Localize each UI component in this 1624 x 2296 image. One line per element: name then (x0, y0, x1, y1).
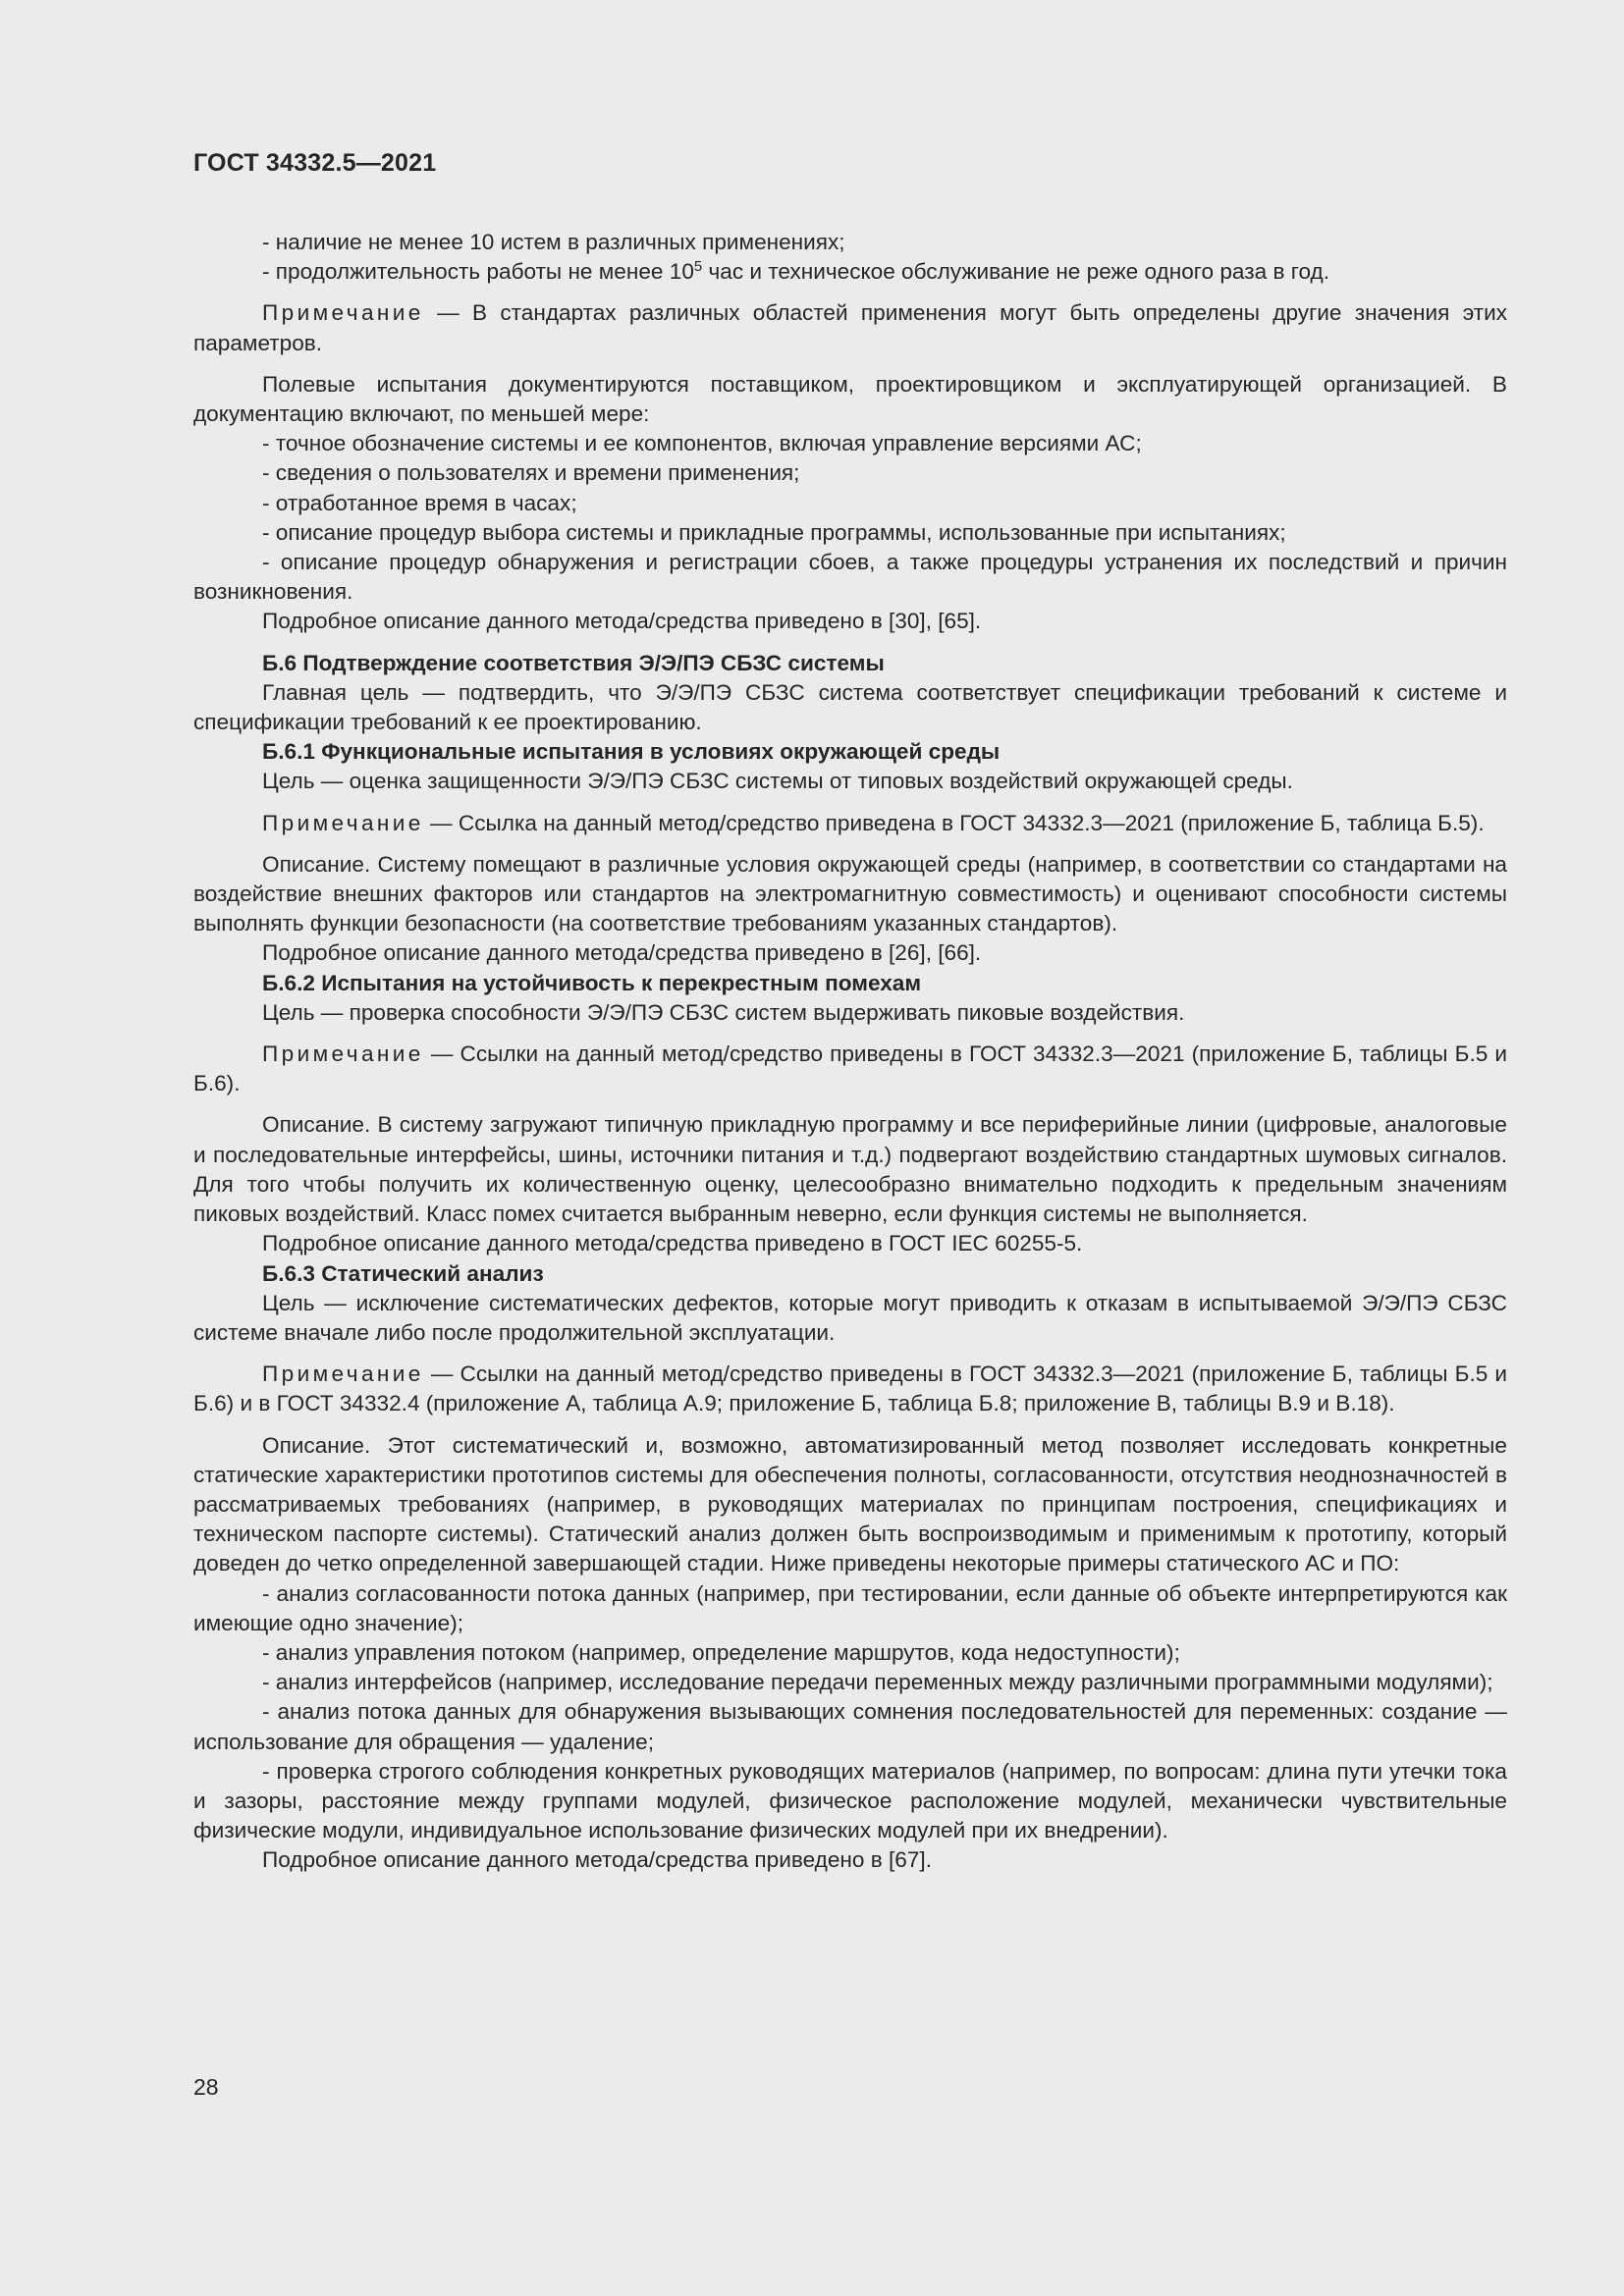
section-heading: Б.6 Подтверждение соответствия Э/Э/ПЭ СБЗС системы (262, 650, 885, 675)
note: Примечание — Ссылка на данный метод/средство приведена в ГОСТ 34332.3—2021 (приложение Б, таблица Б.5). (262, 810, 1485, 835)
paragraph: Цель — оценка защищенности Э/Э/ПЭ СБЗС системы от типовых воздействий окружающей среды. (262, 769, 1293, 794)
list-item: - точное обозначение системы и ее компонентов, включая управление версиями АС; (262, 431, 1142, 456)
list-item: - анализ потока данных для обнаружения вызывающих сомнения последовательностей для переменных: создание — использование для обращения — удаление; (193, 1699, 1507, 1754)
list-item: - сведения о пользователях и времени применения; (262, 460, 800, 486)
section-heading: Б.6.3 Статический анализ (262, 1260, 544, 1286)
paragraph: Цель — проверка способности Э/Э/ПЭ СБЗС систем выдерживать пиковые воздействия. (262, 999, 1185, 1025)
note: Примечание — В стандартах различных областей применения могут быть определены другие значения этих параметров. (193, 300, 1507, 355)
paragraph: Полевые испытания документируются поставщиком, проектировщиком и эксплуатирующей организацией. В документацию включают, по меньшей мере: (193, 371, 1507, 427)
document-body (193, 228, 1507, 1876)
paragraph: Главная цель — подтвердить, что Э/Э/ПЭ СБЗС система соответствует спецификации требований к системе и спецификации требований к ее проектированию. (193, 679, 1507, 735)
list-item: - продолжительность работы не менее $10^5$ час и техническое обслуживание не реже одного раза в год. (262, 258, 1330, 285)
paragraph: Описание. Этот систематический и, возможно, автоматизированный метод позволяет исследовать конкретные статические характеристики прототипов системы для обеспечения полноты, согласованности, отсутствия неоднозначностей в рассматриваемых требованиях (например, в руководящих материалах по принципам построения, спецификациях и техническом паспорте системы). Статический анализ должен быть воспроизводимым и применимым к прототипу, который доведен до четко определенной завершающей стадии. Ниже приведены некоторые примеры статического АС и ПО: (193, 1432, 1507, 1576)
section-heading: Б.6.1 Функциональные испытания в условиях окружающей среды (262, 739, 1001, 765)
list-item: - анализ согласованности потока данных (например, при тестировании, если данные об объекте интерпретируются как имеющие одно значение); (193, 1580, 1507, 1635)
list-item: - наличие не менее 10 истем в различных применениях; (262, 230, 845, 254)
list-item: - анализ управления потоком (например, определение маршрутов, кода недоступности); (262, 1639, 1180, 1665)
list-item: - описание процедур обнаружения и регистрации сбоев, а также процедуры устранения их последствий и причин возникновения. (193, 550, 1507, 605)
list-item: - отработанное время в часах; (262, 490, 577, 515)
note-label: Примечание (262, 300, 424, 326)
note-label: Примечание (262, 1041, 424, 1067)
paragraph: Цель — исключение систематических дефектов, которые могут приводить к отказам в испытываемой Э/Э/ПЭ СБЗС системе вначале либо после продолжительной эксплуатации. (193, 1290, 1507, 1345)
note: Примечание — Ссылки на данный метод/средство приведены в ГОСТ 34332.3—2021 (приложение Б, таблицы Б.5 и Б.6). (193, 1041, 1507, 1096)
list-item: - проверка строгого соблюдения конкретных руководящих материалов (например, по вопросам: длина пути утечки тока и зазоры, расстояние между группами модулей, физическое расположение модулей, механически чувствительные физические модули, индивидуальное использование физических модулей при их внедрении). (193, 1758, 1507, 1843)
note-label: Примечание (262, 1362, 424, 1387)
note-label: Примечание (262, 810, 424, 835)
document-header: ГОСТ 34332.5—2021 (193, 149, 437, 177)
section-heading: Б.6.2 Испытания на устойчивость к перекрестным помехам (262, 970, 922, 995)
paragraph: Подробное описание данного метода/средства приведено в [26], [66]. (262, 940, 982, 966)
page-number: 28 (193, 2074, 219, 2100)
paragraph: Описание. В систему загружают типичную прикладную программу и все периферийные линии (цифровые, аналоговые и последовательные интерфейсы, шины, источники питания и т.д.) подвергают воздействию стандартных шумовых сигналов. Для того чтобы получить их количественную оценку, целесообразно внимательно подходить к предельным значениям пиковых воздействий. Класс помех считается выбранным неверно, если функция системы не выполняется. (193, 1112, 1507, 1227)
note: Примечание — Ссылки на данный метод/средство приведены в ГОСТ 34332.3—2021 (приложение Б, таблицы Б.5 и Б.6) и в ГОСТ 34332.4 (приложение А, таблица А.9; приложение Б, таблица Б.8; приложение В, таблицы В.9 и В.18). (193, 1362, 1507, 1416)
list-item: - описание процедур выбора системы и прикладные программы, использованные при испытаниях; (262, 519, 1286, 545)
superscript: 5 (693, 258, 703, 276)
paragraph: Описание. Систему помещают в различные условия окружающей среды (например, в соответствии со стандартами на воздействие внешних факторов или стандартов на электромагнитную совместимость) и оценивают способности системы выполнять функции безопасности (на соответствие требованиям указанных стандартов). (193, 851, 1507, 936)
paragraph: Подробное описание данного метода/средства приведено в [67]. (262, 1847, 932, 1873)
paragraph: Подробное описание данного метода/средства приведено в ГОСТ IEC 60255-5. (262, 1231, 1083, 1256)
paragraph: Подробное описание данного метода/средства приведено в [30], [65]. (262, 609, 982, 634)
list-item: - анализ интерфейсов (например, исследование передачи переменных между различными программными модулями); (262, 1670, 1493, 1695)
